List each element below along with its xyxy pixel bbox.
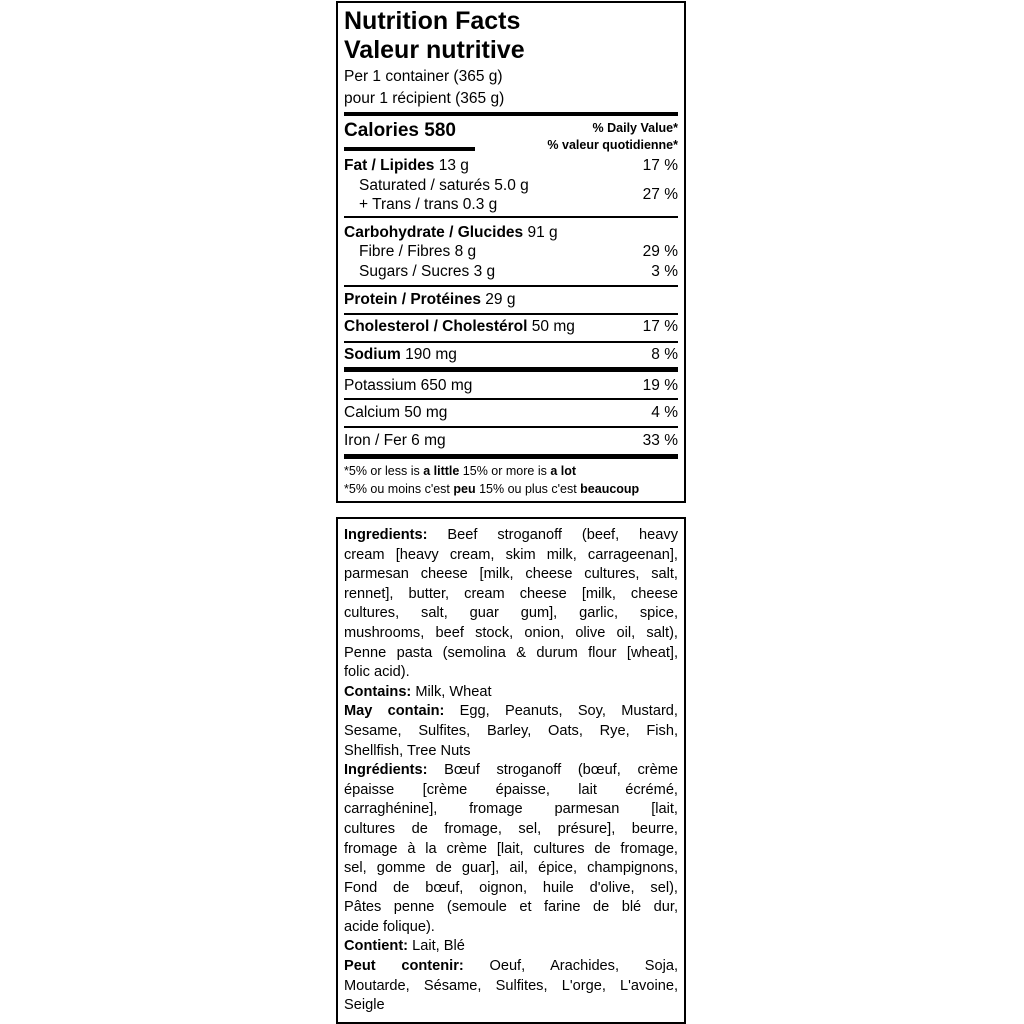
cholesterol-amount: 50 mg [531,318,575,335]
line-text: sel, gomme de guar], ail, épice, champignons, [344,860,678,877]
cholesterol-label: Cholesterol / Cholestérol [344,318,528,335]
ingredients-line [344,663,678,683]
ingredients-line [344,977,678,997]
calcium-dv: 4 % [651,404,678,421]
line-text: Pâtes penne (semoule et farine de blé dur, [344,899,678,916]
title-fr: Valeur nutritive [344,36,525,64]
line-text: cultures, salt, guar gum], garlic, spice, [344,605,678,622]
serving-fr: pour 1 récipient (365 g) [344,90,505,107]
line-text: folic acid). [344,664,410,681]
ingredients-line [344,996,678,1016]
dv-header-en: % Daily Value* [592,121,678,135]
potassium-row: Potassium 650 mg [344,377,473,394]
line-text: parmesan cheese [milk, cheese cultures, salt, [344,566,678,583]
ingredients-line [344,604,678,624]
divider [344,398,678,400]
divider [344,216,678,218]
ingredients-line [344,918,678,938]
line-text: Penne pasta (semolina & durum flour [wheat], [344,644,678,661]
iron-dv: 33 % [642,432,678,449]
ingredients-line [344,644,678,664]
dv-header-fr: % valeur quotidienne* [547,138,678,152]
ingredients-line [344,820,678,840]
line-text: acide folique). [344,918,435,935]
section-label: Ingrédients: [344,762,428,779]
line-text: Bœuf stroganoff (bœuf, crème [427,762,678,779]
sugars-row: Sugars / Sucres 3 g [359,263,496,280]
ingredients-line [344,702,678,722]
line-text: mushrooms, beef stock, onion, olive oil, salt), [344,624,678,641]
ingredients-line [344,840,678,860]
carb-label: Carbohydrate / Glucides [344,224,524,241]
section-label: Peut contenir: [344,958,464,975]
saturated-row: Saturated / saturés 5.0 g [359,177,529,194]
protein-label: Protein / Protéines [344,291,481,308]
fn-text: 15% or more is [459,464,551,478]
sodium-amount: 190 mg [405,346,457,363]
ingredients-line [344,859,678,879]
thick-divider [344,454,678,459]
ingredients-line [344,937,678,957]
line-text: Shellfish, Tree Nuts [344,742,471,759]
line-text: épaisse [crème épaisse, lait écrémé, [344,781,678,798]
sat-trans-dv: 27 % [642,186,678,203]
potassium-dv: 19 % [642,377,678,394]
cholesterol-dv: 17 % [642,318,678,335]
cholesterol-row [344,318,575,336]
fn-text: *5% ou moins c'est [344,482,454,496]
fat-dv: 17 % [642,157,678,174]
carb-row [344,224,558,242]
ingredients-line [344,683,678,703]
iron-row: Iron / Fer 6 mg [344,432,446,449]
ingredients-line [344,761,678,781]
divider [344,341,678,343]
ingredients-line [344,546,678,566]
ingredients-line [344,565,678,585]
fibre-row: Fibre / Fibres 8 g [359,243,477,260]
line-text: Beef stroganoff (beef, heavy [427,527,678,543]
nutrition-facts-table [336,1,686,503]
sugars-dv: 3 % [651,263,678,280]
section-label: May contain: [344,703,445,720]
line-text: carraghénine], fromage parmesan [lait, [344,801,678,818]
calories-underline [344,147,475,151]
ingredients-line [344,585,678,605]
sodium-row [344,346,457,364]
line-text: Sesame, Sulfites, Barley, Oats, Rye, Fish, [344,722,678,739]
sodium-dv: 8 % [651,346,678,363]
protein-row [344,291,515,309]
ingredients-line [344,742,678,762]
line-text: cultures de fromage, sel, présure], beurre, [344,820,678,837]
calories-value: 580 [424,120,456,141]
ingredients-line [344,879,678,899]
fat-row [344,157,469,175]
protein-amount: 29 g [485,291,516,308]
serving-en: Per 1 container (365 g) [344,68,503,85]
fn-text: *5% or less is [344,464,424,478]
fn-bold: beaucoup [580,482,640,496]
ingredients-line [344,722,678,742]
thick-divider [344,367,678,372]
divider [344,313,678,315]
line-text: Milk, Wheat [411,683,492,700]
ingredients-line [344,624,678,644]
footnote-en [344,464,576,478]
ingredients-text [344,526,678,1016]
fat-label: Fat / Lipides [344,157,435,174]
ingredients-line [344,781,678,801]
section-label: Contains: [344,683,412,700]
fn-text: 15% ou plus c'est [475,482,581,496]
fn-bold: peu [453,482,476,496]
title-en: Nutrition Facts [344,7,521,35]
line-text: rennet], butter, cream cheese [milk, cheese [344,585,678,602]
section-label: Contient: [344,938,409,955]
line-text: fromage à la crème [lait, cultures de fromage, [344,840,678,857]
ingredients-line [344,526,678,546]
ingredients-line [344,800,678,820]
fat-amount: 13 g [438,157,469,174]
line-text: cream [heavy cream, skim milk, carrageenan], [344,546,678,563]
trans-row: + Trans / trans 0.3 g [359,196,498,213]
line-text: Seigle [344,997,385,1014]
calcium-row: Calcium 50 mg [344,404,448,421]
section-label: Ingredients: [344,527,428,543]
line-text: Egg, Peanuts, Soy, Mustard, [444,703,678,720]
divider [344,285,678,287]
line-text: Oeuf, Arachides, Soja, [463,958,678,975]
sodium-label: Sodium [344,346,401,363]
fn-bold: a lot [550,464,577,478]
line-text: Moutarde, Sésame, Sulfites, L'orge, L'avoine, [344,977,678,994]
fn-bold: a little [423,464,460,478]
divider [344,426,678,428]
line-text: Fond de bœuf, oignon, huile d'olive, sel), [344,879,678,896]
carb-amount: 91 g [527,224,558,241]
calories [344,120,456,142]
calories-label: Calories [344,120,419,141]
divider [344,112,678,116]
line-text: Lait, Blé [408,938,465,955]
ingredients-line [344,957,678,977]
fibre-dv: 29 % [642,243,678,260]
footnote-fr [344,482,639,496]
ingredients-panel [336,517,686,1024]
ingredients-line [344,898,678,918]
